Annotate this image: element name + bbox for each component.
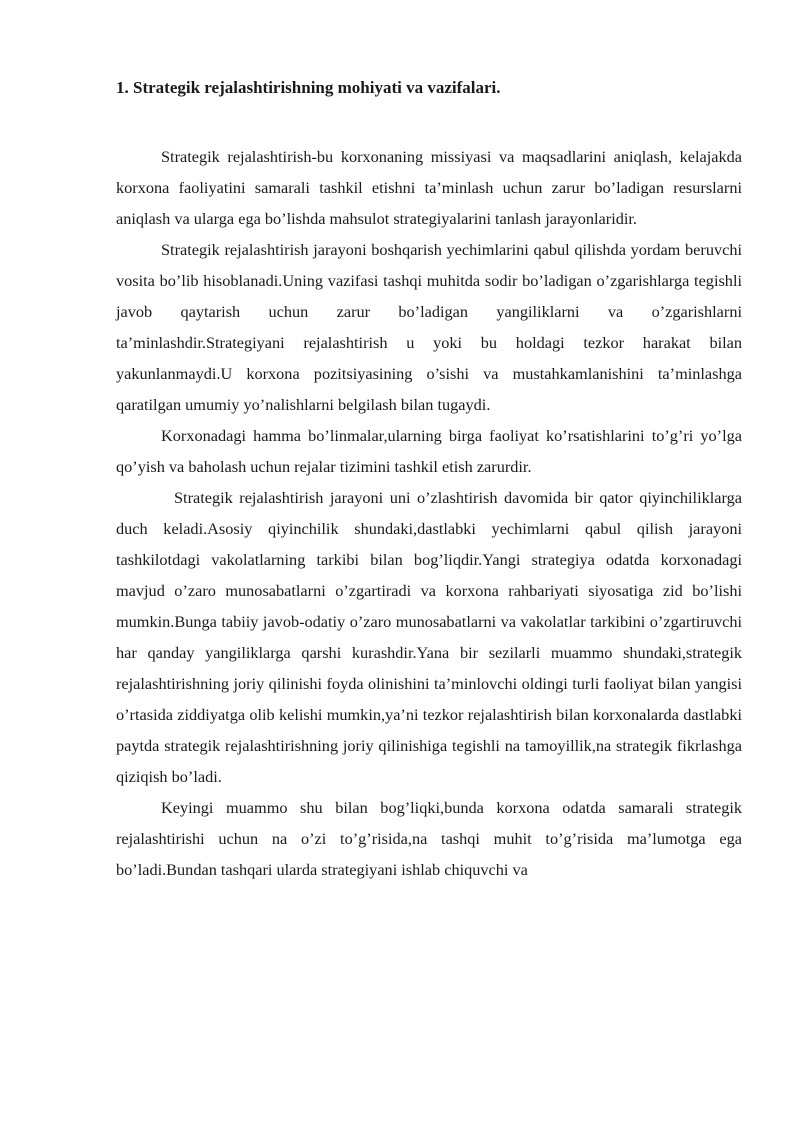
paragraph-definition: Strategik rejalashtirish-bu korxonaning missiyasi va maqsadlarini aniqlash, kelajakda korxona faoliyatini samarali tashkil etishni ta’minlash uchun zarur bo’ladigan resurslarni aniqlash va ularga ega bo’lishda mahsulot strategiyalarini tanlash jarayonlaridir. [116,147,742,228]
paragraph-next-problem: Keyingi muammo shu bilan bog’liqki,bunda korxona odatda samarali strategik rejalashtirishi uchun na o’zi to’g’risida,na tashqi muhit to’g’risida ma’lumotga ega bo’ladi.Bundan tashqari ularda strategiyani ishlab chiquvchi va [116,798,742,879]
body-text [116,141,742,885]
paragraph-difficulties: Strategik rejalashtirish jarayoni uni o’zlashtirish davomida bir qator qiyinchiliklarga duch keladi.Asosiy qiyinchilik shundaki,dastlabki yechimlarni qabul qilish jarayoni tashkilotdagi vakolatlarning tarkibi bilan bog’liqdir.Yangi strategiya odatda korxonadagi mavjud o’zaro munosabatlarni o’zgartiradi va korxona rahbariyati siyosatiga zid bo’lishi mumkin.Bunga tabiiy javob-odatiy o’zaro munosabatlarni va vakolatlar tarkibini o’zgartiruvchi har qanday yangiliklarga qarshi kurashdir.Yana bir sezilarli muammo shundaki,strategik rejalashtirishning joriy qilinishi foyda olinishini ta’minlovchi oldingi turli faoliyat bilan yangisi o’rtasida ziddiyatga olib kelishi mumkin,ya’ni tezkor rejalashtirish bilan korxonalarda dastlabki paytda strategik rejalashtirishning joriy qilinishiga tegishli na tamoyillik,na strategik fikrlashga qiziqish bo’ladi. [116,488,742,786]
paragraph-process-role: Strategik rejalashtirish jarayoni boshqarish yechimlarini qabul qilishda yordam beruvchi vosita bo’lib hisoblanadi.Uning vazifasi tashqi muhitda sodir bo’ladigan o’zgarishlarga tegishli javob qaytarish uchun zarur bo’ladigan yangiliklarni va o’zgarishlarni ta’minlashdir.Strategiyani rejalashtirish u yoki bu holdagi tezkor harakat bilan yakunlanmaydi.U korxona pozitsiyasining o’sishi va mustahkamlanishini ta’minlashga qaratilgan umumiy yo’nalishlarni belgilash bilan tugaydi. [116,240,742,414]
section-heading: 1. Strategik rejalashtirishning mohiyati va vazifalari. [116,78,501,97]
paragraph-plan-system: Korxonadagi hamma bo’linmalar,ularning birga faoliyat ko’rsatishlarini to’g’ri yo’lga qo’yish va baholash uchun rejalar tizimini tashkil etish zarurdir. [116,426,742,476]
